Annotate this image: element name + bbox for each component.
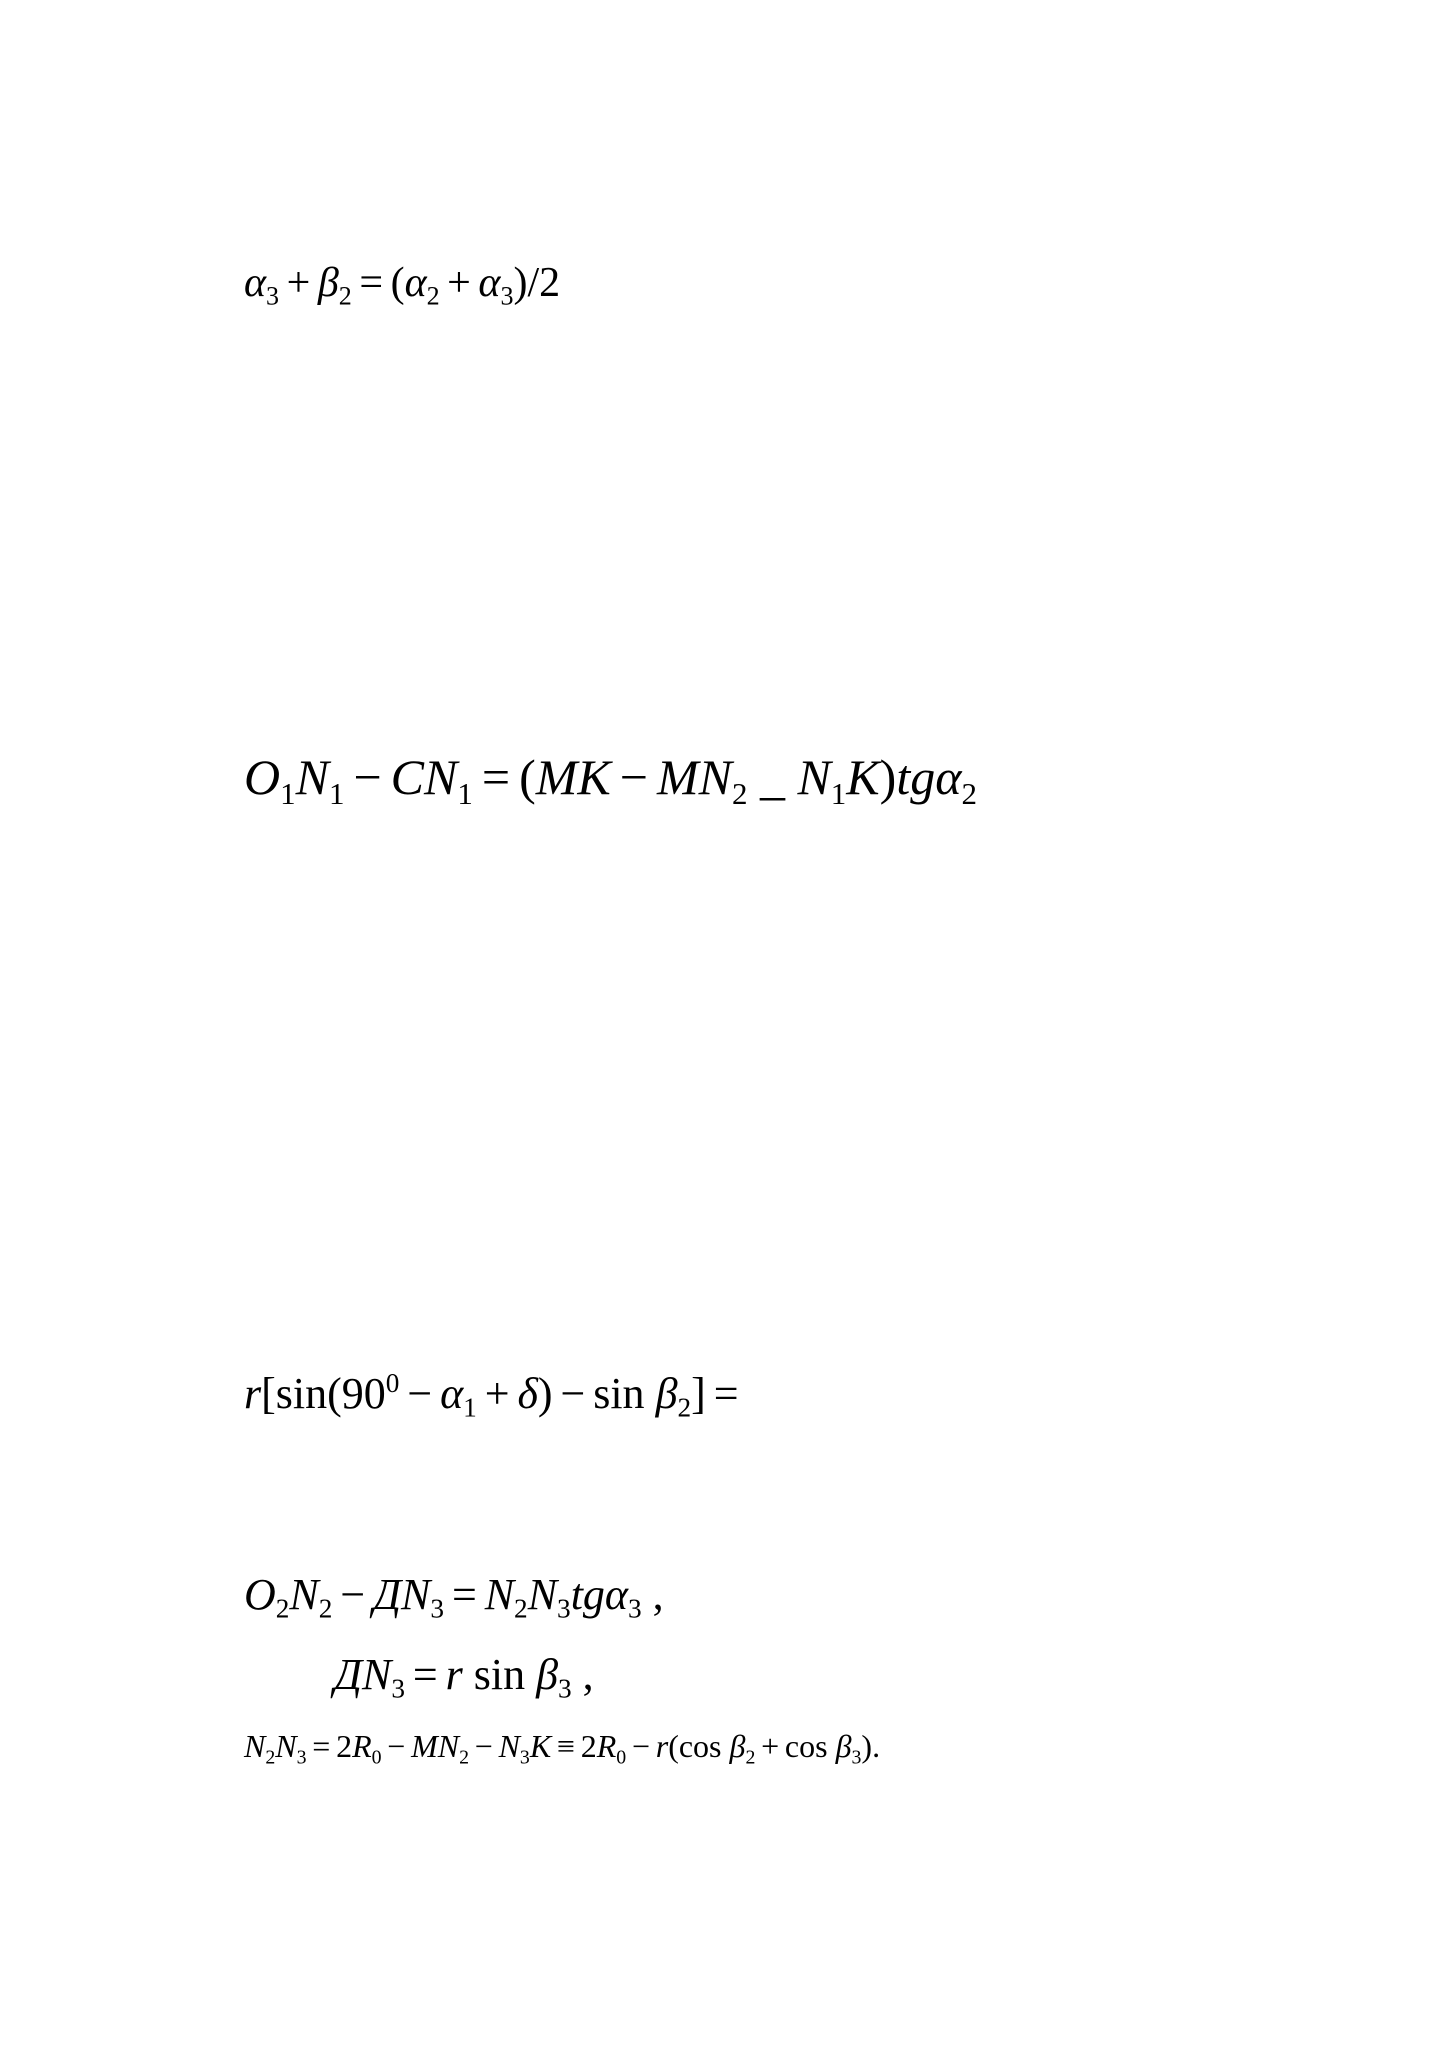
equation-o2n2: $O_2N_2 - ДN_3 = N_2N_3tg\alpha_3$ , — [244, 1570, 664, 1624]
equation-angle-sum: $\alpha_3 + \beta_2 = (\alpha_2 + \alpha_3)/2$ — [244, 260, 561, 311]
equation-dn3: $ДN_3 = r$ $\sin \beta_3$ , — [334, 1650, 594, 1704]
equation-sine-difference: $r[\sin(90^0 - \alpha_1 + \delta) - \sin \beta_2]$ = — [244, 1368, 739, 1423]
equation-n2n3: $N_2N_3 = 2R_0 - MN_2 - N_3K \equiv 2R_0 - r(\cos$ $\beta_2 + \cos \beta_3$). — [244, 1728, 881, 1769]
equation-segment-difference: $O_1N_1 - CN_1 = (MK - MN_2$ _ $N_1K)tg\alpha_2$ — [244, 749, 977, 811]
